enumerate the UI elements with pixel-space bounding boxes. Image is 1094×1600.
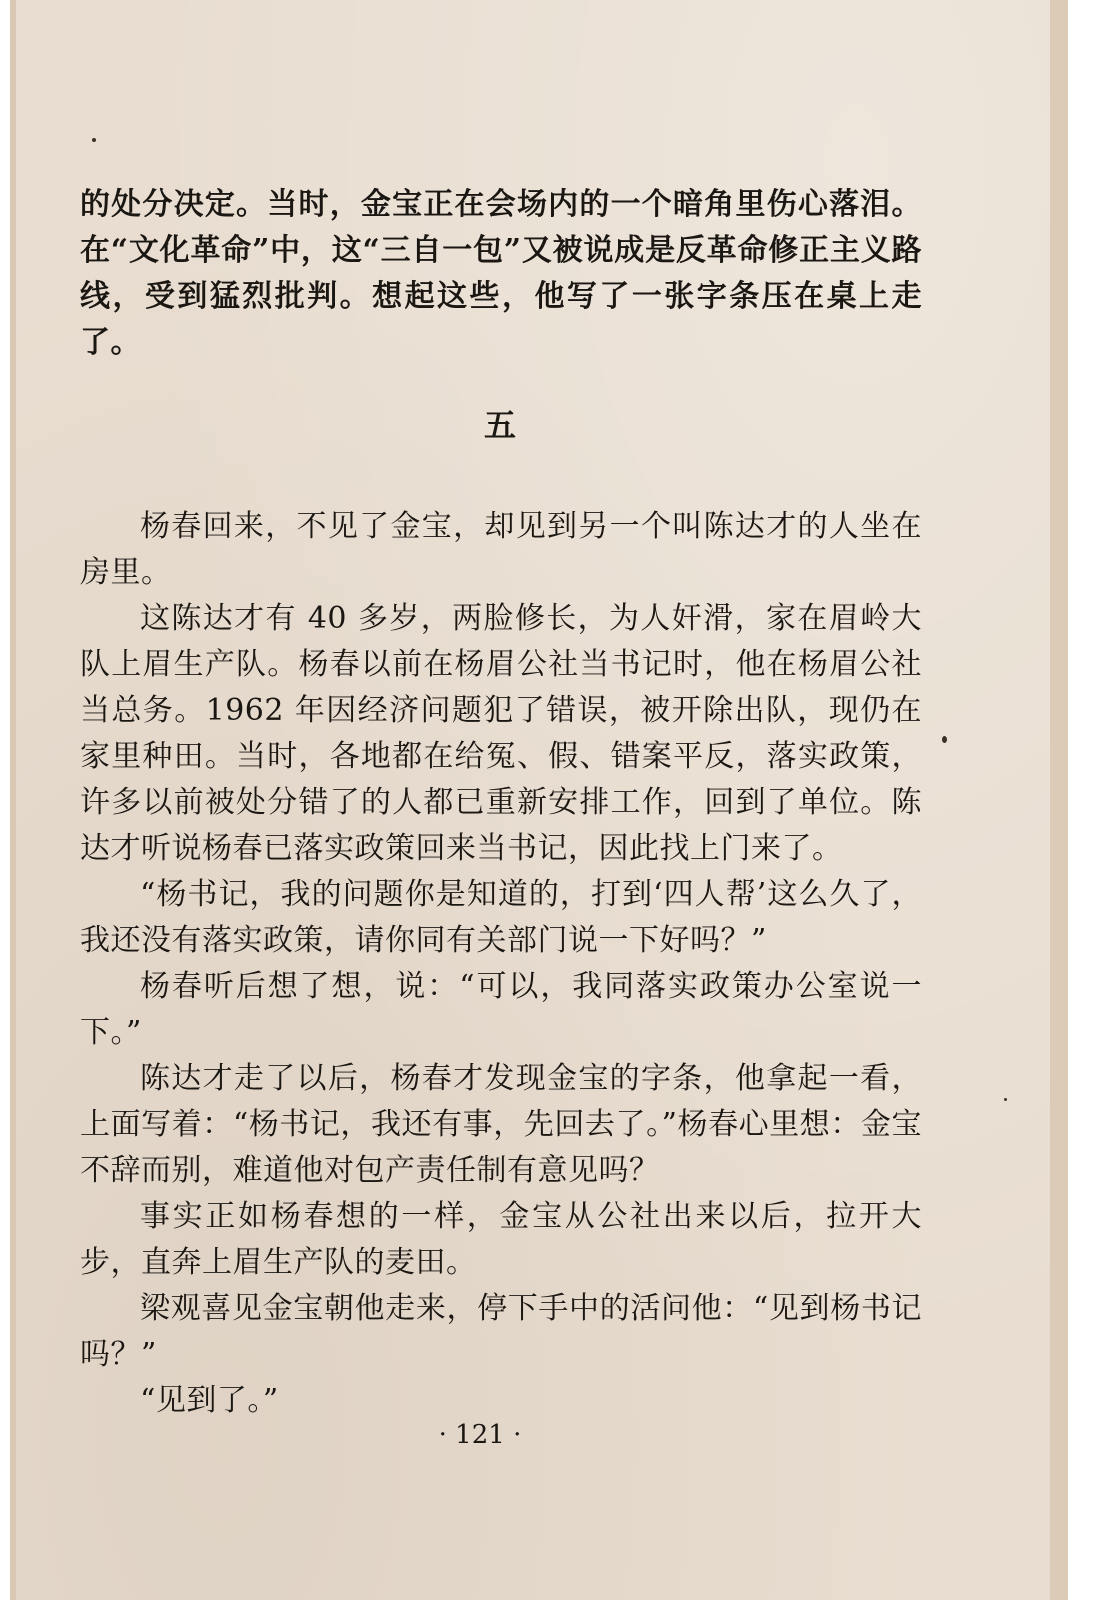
page-left-edge [10, 0, 16, 1600]
paragraph: 梁观喜见金宝朝他走来，停下手中的活问他：“见到杨书记吗？” [80, 1291, 922, 1372]
main-text-block [80, 504, 922, 1424]
ink-speck [92, 138, 96, 142]
section-heading: 五 [483, 406, 516, 444]
paragraph: 杨春听后想了想，说：“可以，我同落实政策办公室说一下。” [80, 969, 922, 1050]
paragraph: 陈达才走了以后，杨春才发现金宝的字条，他拿起一看，上面写着：“杨书记，我还有事，先回去了。”杨春心里想：金宝不辞而别，难道他对包产责任制有意见吗？ [80, 1061, 922, 1188]
ink-speck [1004, 1098, 1007, 1101]
ink-speck [942, 736, 947, 743]
page-right-edge [1050, 0, 1068, 1600]
paragraph: 杨春回来，不见了金宝，却见到另一个叫陈达才的人坐在房里。 [80, 509, 922, 590]
paragraph: 这陈达才有 40 多岁，两脸修长，为人奸滑，家在眉岭大队上眉生产队。杨春以前在杨眉公社当书记时，他在杨眉公社当总务。1962 年因经济问题犯了错误，被开除出队，现仍在家里种田。当时，各地都在给冤、假、错案平反，落实政策，许多以前被处分错了的人都已重新安排工作，回到了单位。陈达才听说杨春已落实政策回来当书记，因此找上门来了。 [80, 601, 922, 866]
paragraph: 事实正如杨春想的一样，金宝从公社出来以后，拉开大步，直奔上眉生产队的麦田。 [80, 1199, 922, 1280]
top-text-block [80, 182, 922, 366]
page-number: · 121 · [438, 1420, 522, 1450]
paragraph: “见到了。” [140, 1383, 279, 1418]
paragraph-continuation: 的处分决定。当时，金宝正在会场内的一个暗角里伤心落泪。在“文化革命”中，这“三自一包”又被说成是反革命修正主义路线，受到猛烈批判。想起这些，他写了一张字条压在桌上走了。 [80, 187, 922, 360]
paragraph: “杨书记，我的问题你是知道的，打到‘四人帮’这么久了，我还没有落实政策，请你同有关部门说一下好吗？” [80, 877, 922, 958]
